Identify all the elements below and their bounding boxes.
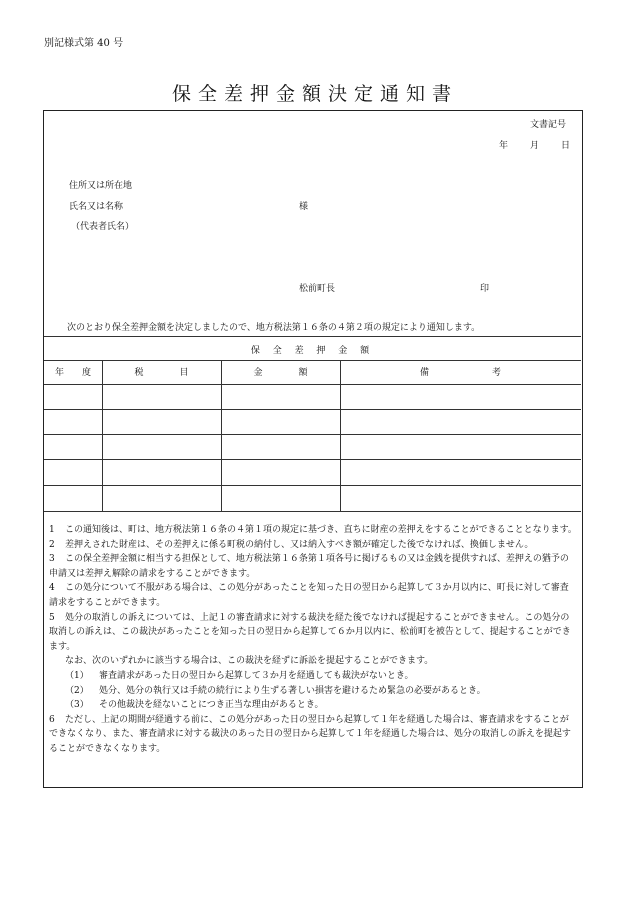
note-5-item-3: （3） その他裁決を経ないことにつき正当な理由があるとき。 [65,700,324,711]
table-heading: 保 全 差 押 金 額 [250,346,375,356]
note-5-proviso: なお、次のいずれかに該当する場合は、この裁決を経ずに訴訟を提起することができます。 [65,656,434,667]
table-row-rule [44,485,581,486]
note-2: 2 差押えされた財産は、その差押えに係る町税の納付し、又は納入すべき額が確定した後でなければ、換価しません。 [49,539,534,550]
date-year-label: 年 [499,141,509,151]
table-row-rule [44,384,581,385]
table-row-rule [44,434,581,435]
note-5-item-1: （1） 審査請求があった日の翌日から起算して３か月を経過しても裁決がないとき。 [65,670,414,681]
document-number-label: 文書記号 [530,120,567,130]
address-label: 住所又は所在地 [69,181,133,191]
notice-frame [43,110,583,788]
table-column-divider [340,360,341,511]
note-6: 6 ただし、上記の期間が経過する前に、この処分があった日の翌日から起算して１年を経過した場合は、審査請求をすることができなくなり、また、審査請求に対する裁決のあった日の翌日から起算して１年を経過した場合は、処分の取消しの訴えを提起することができなくなります。 [49,714,571,754]
date-day-label: 日 [561,141,571,151]
column-header-year: 年 度 [54,368,91,378]
form-number: 別記様式第 40 号 [44,38,124,49]
issuer-name: 松前町長 [299,284,336,294]
column-header-tax-item: 税 目 [134,368,189,378]
note-4: 4 この処分について不服がある場合は、この処分があったことを知った日の翌日から起算して３か月以内に、町長に対して審査請求をすることができます。 [49,583,569,608]
table-top-rule [44,336,581,337]
honorific-label: 様 [299,202,309,212]
name-label: 氏名又は名称 [69,202,124,212]
page-title: 保全差押金額決定通知書 [171,83,458,105]
note-5-item-2: （2） 処分、処分の執行又は手続の続行により生ずる著しい損害を避けるため緊急の必要があるとき。 [65,685,486,696]
table-row-rule [44,459,581,460]
intro-sentence: 次のとおり保全差押金額を決定しましたので、地方税法第１６条の４第２項の規定により通知します。 [67,323,481,333]
date-month-label: 月 [530,141,540,151]
table-heading-rule [44,360,581,361]
note-3: 3 この保全差押金額に相当する担保として、地方税法第１６条第１項各号に掲げるもの又は金銭を提供すれば、差押えの猶予の申請又は差押え解除の請求をすることができます。 [49,554,569,579]
column-header-amount: 金 額 [253,368,308,378]
seal-mark: 印 [480,284,490,294]
table-row-rule [44,409,581,410]
note-1: 1 この通知後は、町は、地方税法第１６条の４第１項の規定に基づき、直ちに財産の差押えをすることができることとなります。 [49,525,577,535]
table-column-divider [102,360,103,511]
notes-section [49,523,577,757]
representative-label: （代表者氏名） [71,222,135,232]
note-5: 5 処分の取消しの訴えについては、上記１の審査請求に対する裁決を経た後でなければ提起することができません。この処分の取消しの訴えは、この裁決があったことを知った日の翌日から起算して６か月以内に、松前町を被告として、提起することができます。 [49,612,571,652]
table-column-divider [221,360,222,511]
table-bottom-rule [44,511,581,512]
column-header-remarks: 備 考 [419,368,501,378]
